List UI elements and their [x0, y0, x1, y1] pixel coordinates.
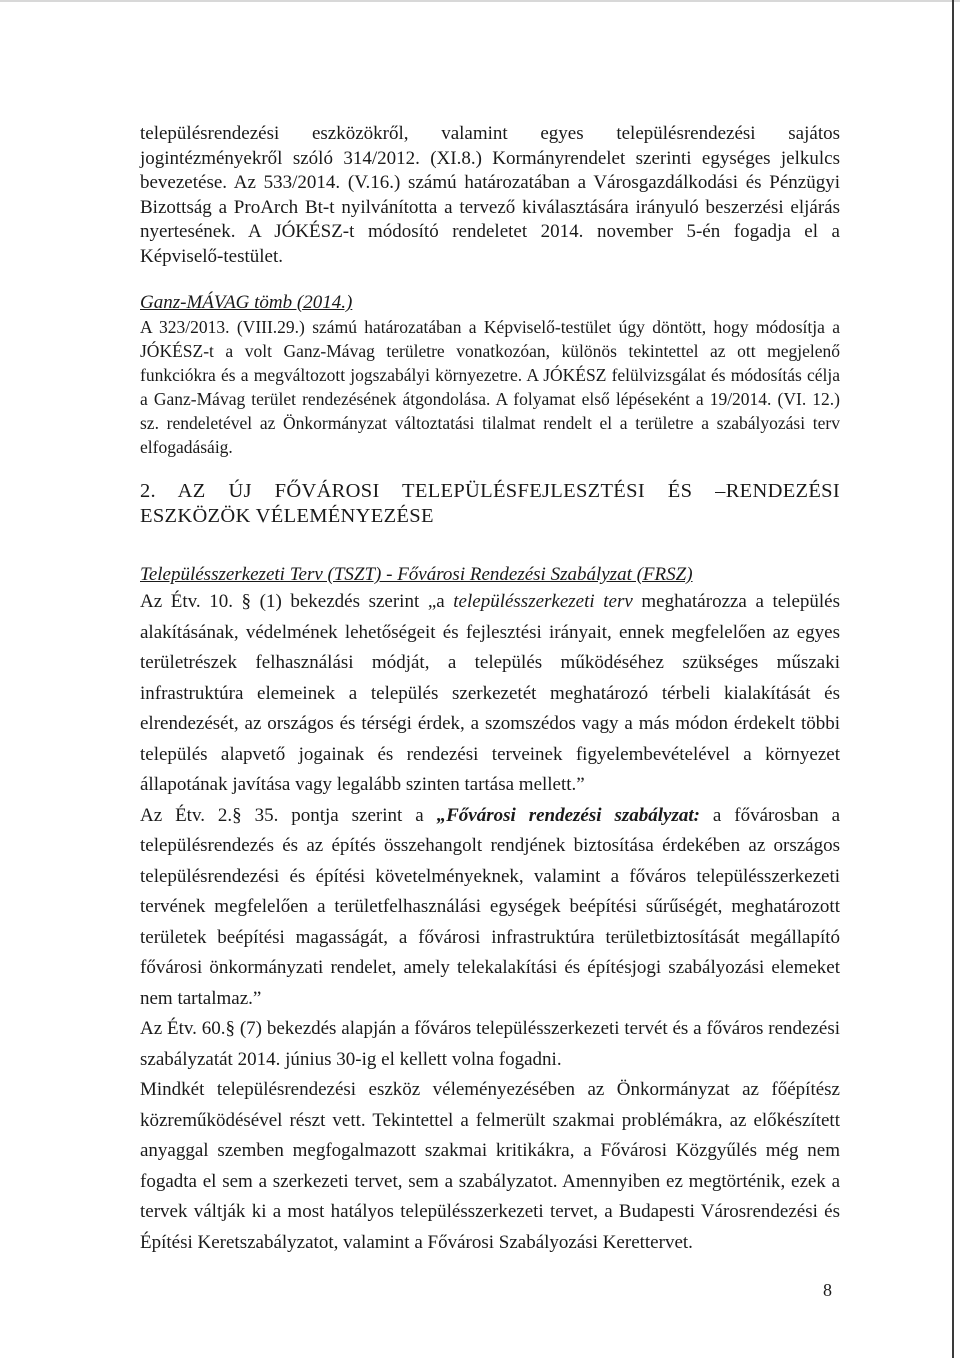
- paragraph-ganz-mavag: A 323/2013. (VIII.29.) számú határozatában a Képviselő-testület úgy döntött, hogy módosítja a JÓKÉSZ-t a volt Ganz-Mávag területre vonatkozóan, különös tekintettel az ott megjelenő funkciókra és a megváltozott jogszabályi környezetre. A JÓKÉSZ felülvizsgálat és módosítás célja a Ganz-Mávag terület rendezésének átgondolása. A folyamat első lépéseként a 19/2014. (VI. 12.) sz. rendeletével az Önkormányzat változtatási tilalmat rendelt el a területre a szabályozási terv elfogadásáig.: [140, 317, 840, 457]
- paragraph-etv-2-35: [140, 801, 840, 1015]
- etv-2-35-text-b: a fővárosban a településrendezés és az építés összehangolt rendjének biztosítása érdekében az országos településrendezési és építési követelményeknek, valamint a főváros településszerkezeti tervének megfelelően a területfelhasználási egységek beépítési sűrűségét, meghatározott területek beépítési magasságát, a fővárosi infrastruktúra területbiztosítását megállapító fővárosi önkormányzati rendelet, amely telekalakítási és építésjogi szabályozási elemeket nem tartalmaz.”: [140, 804, 841, 1009]
- etv-10-term: településszerkezeti terv: [453, 591, 633, 612]
- etv-2-35-term: „Fővárosi rendezési szabályzat:: [436, 804, 700, 826]
- document-page: [140, 122, 840, 1258]
- etv-2-35-text-a: Az Étv. 2.§ 35. pontja szerint a: [140, 804, 437, 826]
- etv-10-text-b: meghatározza a település alakításának, védelmének lehetőségeit és fejlesztési irányait, ennek megfelelően az egyes területrészek felhasználási módját, a település működéséhez szükséges műszaki infrastruktúra elemeinek a település szerkezetét meghatározó térbeli kialakítását és elrendezését, az országos és térségi érdek, a szomszédos vagy a más módon érdekelt többi település alapvető jogainak és rendezési terveinek figyelembevételével a környezet állapotának javítása vagy legalább szinten tartása mellett.”: [140, 591, 840, 795]
- subheading-tszt-frsz: Településszerkezeti Terv (TSZT) - Fővárosi Rendezési Szabályzat (FRSZ): [140, 564, 693, 585]
- section-heading-2: 2. AZ ÚJ FŐVÁROSI TELEPÜLÉSFEJLESZTÉSI ÉS –RENDEZÉSI ESZKÖZÖK VÉLEMÉNYEZÉSE: [140, 480, 840, 527]
- scan-right-edge: [952, 0, 954, 1358]
- paragraph-etv-60: Az Étv. 60.§ (7) bekezdés alapján a főváros településszerkezeti tervét és a főváros rendezési szabályzatát 2014. június 30-ig el kellett volna fogadni.: [140, 1018, 840, 1070]
- paragraph-velemenyezes: Mindkét településrendezési eszköz véleményezésében az Önkormányzat az főépítész közreműködésével részt vett. Tekintettel a felmerült szakmai problémákra, az előkészített anyaggal szemben megfogalmazott szakmai kritikákra, a Fővárosi Közgyűlés még nem fogadta el sem a szerkezeti tervet, sem a szabályzatot. Amennyiben ez megtörténik, ezek a tervek váltják ki a most hatályos településszerkezeti tervet, a Budapesti Városrendezési és Építési Keretszabályzatot, valamint a Fővárosi Szabályozási Kerettervet.: [140, 1079, 840, 1253]
- scan-top-edge: [0, 0, 960, 2]
- subheading-ganz-mavag: Ganz-MÁVAG tömb (2014.): [140, 292, 353, 313]
- paragraph-etv-10: [140, 587, 840, 801]
- etv-10-text-a: Az Étv. 10. § (1) bekezdés szerint „a: [140, 591, 454, 612]
- paragraph-jelkulcs: településrendezési eszközökről, valamint egyes településrendezési sajátos jogintézményekről szóló 314/2012. (XI.8.) Kormányrendelet szerinti egységes jelkulcs bevezetése. Az 533/2014. (V.16.) számú határozatában a Városgazdálkodási és Pénzügyi Bizottság a ProArch Bt-t nyilvánította a tervező kiválasztására irányuló beszerzési eljárás nyertesének. A JÓKÉSZ-t módosító rendeletet 2014. november 5-én fogadja el a Képviselő-testület.: [140, 123, 840, 267]
- page-number: 8: [823, 1280, 832, 1300]
